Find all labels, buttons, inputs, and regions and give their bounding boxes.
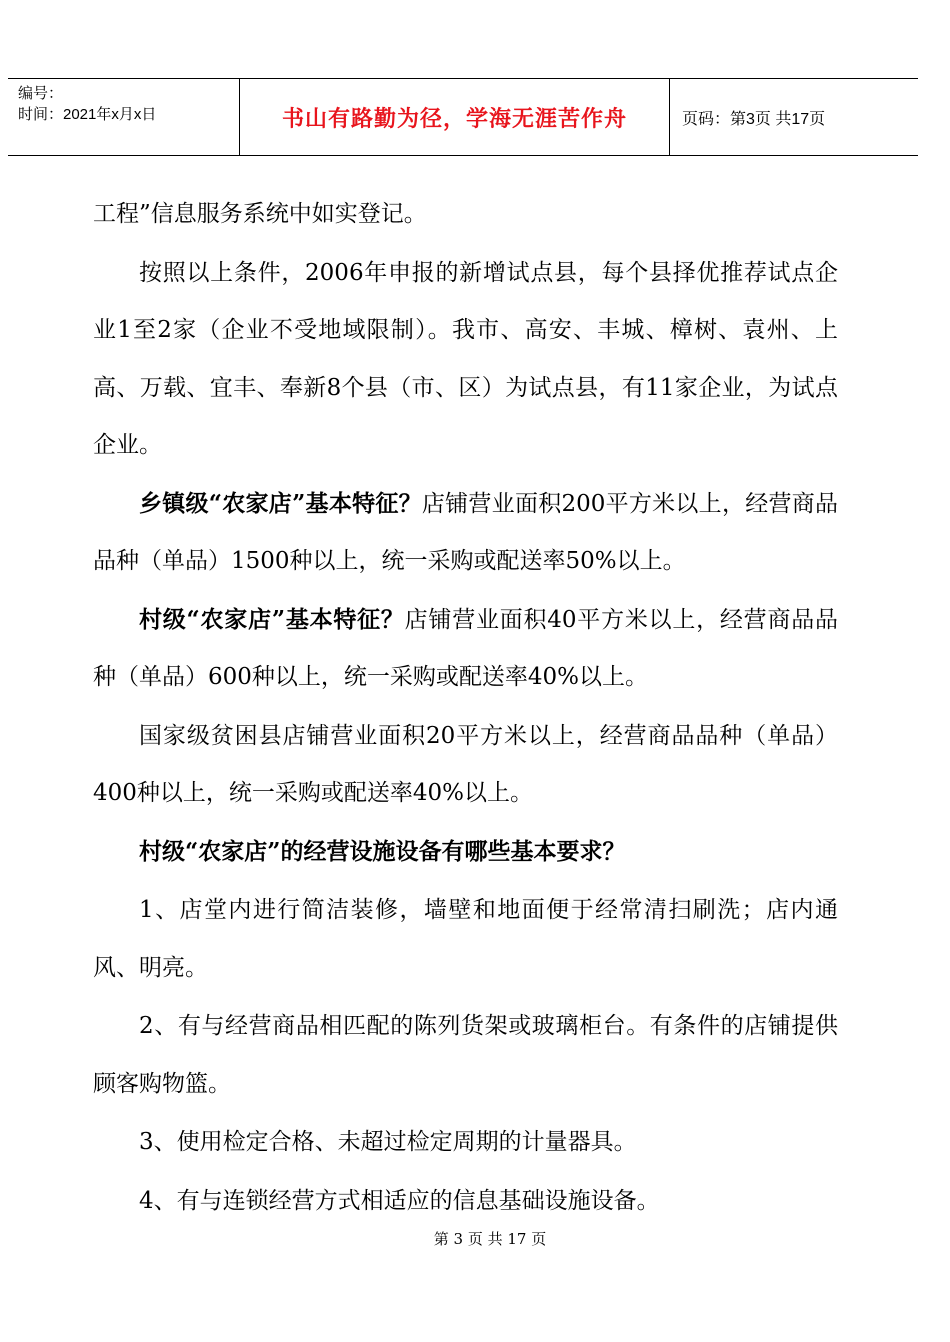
header-meta-cell [8,79,240,155]
page-footer: 第 3 页 共 17 页 [433,1230,547,1248]
paragraph-heading: 乡镇级“农家店”基本特征？ [139,489,422,517]
page-header [8,78,918,156]
header-motto: 书山有路勤为径，学海无涯苦作舟 [240,79,670,155]
paragraph-2: 按照以上条件，2006年申报的新增试点县，每个县择优推荐试点企业1至2家（企业不受地域限制）。我市、高安、丰城、樟树、袁州、上高、万载、宜丰、奉新8个县（市、区）为试点县，有11家企业，为试点企业。 [93,259,838,458]
paragraph-7: 1、店堂内进行简洁装修，墙壁和地面便于经常清扫刷洗；店内通风、明亮。 [93,897,838,981]
paragraph-5: 国家级贫困县店铺营业面积20平方米以上，经营商品品种（单品）400种以上，统一采购或配送率40%以上。 [93,722,838,806]
paragraph-4: 村级“农家店”基本特征？店铺营业面积40平方米以上，经营商品品种（单品）600种以上，统一采购或配送率40%以上。 [93,605,838,690]
paragraph-9: 3、使用检定合格、未超过检定周期的计量器具。 [139,1129,637,1155]
paragraph-heading: 村级“农家店”基本特征？ [139,605,405,633]
paragraph-8: 2、有与经营商品相匹配的陈列货架或玻璃柜台。有条件的店铺提供顾客购物篮。 [93,1013,838,1097]
paragraph-10: 4、有与连锁经营方式相适应的信息基础设施设备。 [139,1187,660,1214]
paragraph-3: 乡镇级“农家店”基本特征？店铺营业面积200平方米以上，经营商品品种（单品）1500种以上，统一采购或配送率50%以上。 [93,489,838,574]
paragraph-6 [93,823,838,882]
serial-label: 编号： [18,85,64,102]
document-body [93,185,838,1230]
header-page-info: 页码：第3页 共17页 [682,110,826,128]
paragraph-heading: 村级“农家店”的经营设施设备有哪些基本要求？ [139,837,626,865]
time-label: 时间：2021年x月x日 [18,106,157,123]
paragraph-1: 工程”信息服务系统中如实登记。 [93,201,427,227]
